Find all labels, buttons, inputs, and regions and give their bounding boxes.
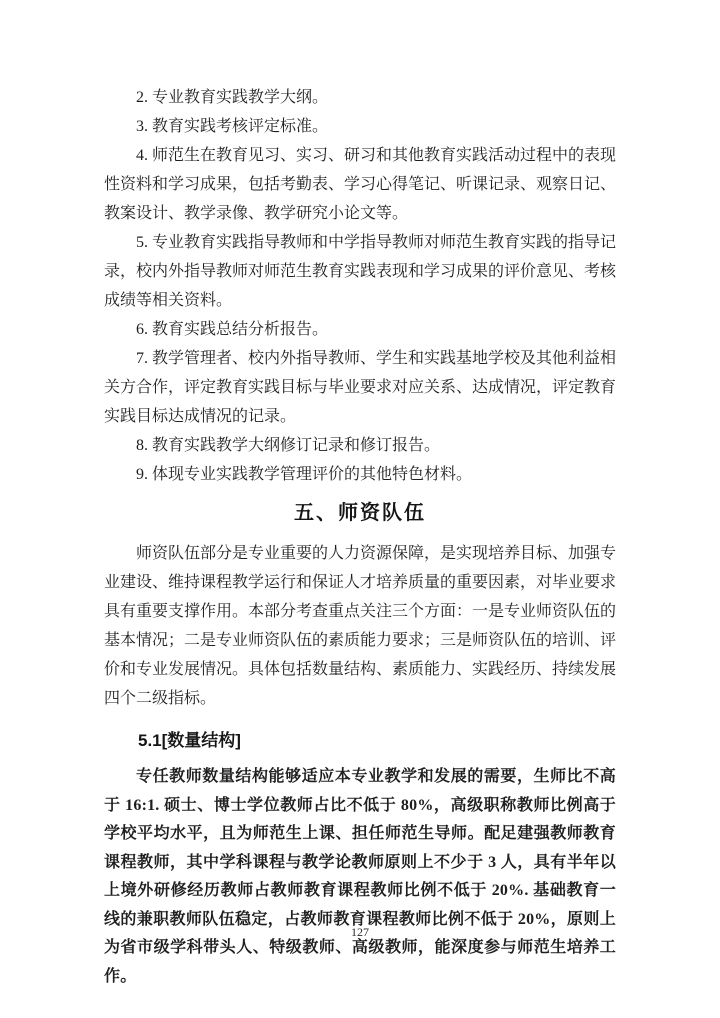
subsection-heading: 5.1[数量结构] xyxy=(138,731,241,750)
list-item: 9. 体现专业实践教学管理评价的其他特色材料。 xyxy=(136,466,473,483)
list-item: 2. 专业教育实践教学大纲。 xyxy=(136,89,329,106)
subsection-body-paragraph: 专任教师数量结构能够适应本专业教学和发展的需要，生师比不高于 16:1. 硕士、博士学位教师占比不低于 80%，高级职称教师比例高于学校平均水平，且为师范生上课、担任师范生导师。配足建强教师教育课程教师，其中学科课程与教学论教师原则上不少于 3 人，具有半年以上境外研修经历教师占教师教育课程教师比例不低于 20%. 基础教育一线的兼职教师队伍稳定，占教师教育课程教师比例不低于 20%，原则上为省市级学科带头人、特级教师、高级教师，能深度参与师范生培养工作。 xyxy=(104,768,616,985)
list-item: 7. 教学管理者、校内外指导教师、学生和实践基地学校及其他利益相关方合作，评定教育实践目标与毕业要求对应关系、达成情况，评定教育实践目标达成情况的记录。 xyxy=(104,350,617,425)
list-item: 3. 教育实践考核评定标准。 xyxy=(136,118,329,135)
list-item: 8. 教育实践教学大纲修订记录和修订报告。 xyxy=(136,437,441,454)
list-item: 5. 专业教育实践指导教师和中学指导教师对师范生教育实践的指导记录，校内外指导教师对师范生教育实践表现和学习成果的评价意见、考核成绩等相关资料。 xyxy=(104,234,617,309)
list-item: 6. 教育实践总结分析报告。 xyxy=(136,321,329,338)
document-content xyxy=(104,83,616,991)
section-heading: 五、师资队伍 xyxy=(294,502,426,524)
page-number: 127 xyxy=(351,925,369,939)
list-item: 4. 师范生在教育见习、实习、研习和其他教育实践活动过程中的表现性资料和学习成果，包括考勤表、学习心得笔记、听课记录、观察日记、教案设计、教学录像、教学研究小论文等。 xyxy=(104,147,617,222)
section-intro-paragraph: 师资队伍部分是专业重要的人力资源保障，是实现培养目标、加强专业建设、维持课程教学运行和保证人才培养质量的重要因素，对毕业要求具有重要支撑作用。本部分考查重点关注三个方面：一是专业师资队伍的基本情况；二是专业师资队伍的素质能力要求；三是师资队伍的培训、评价和专业发展情况。具体包括数量结构、素质能力、实践经历、持续发展四个二级指标。 xyxy=(104,545,617,707)
